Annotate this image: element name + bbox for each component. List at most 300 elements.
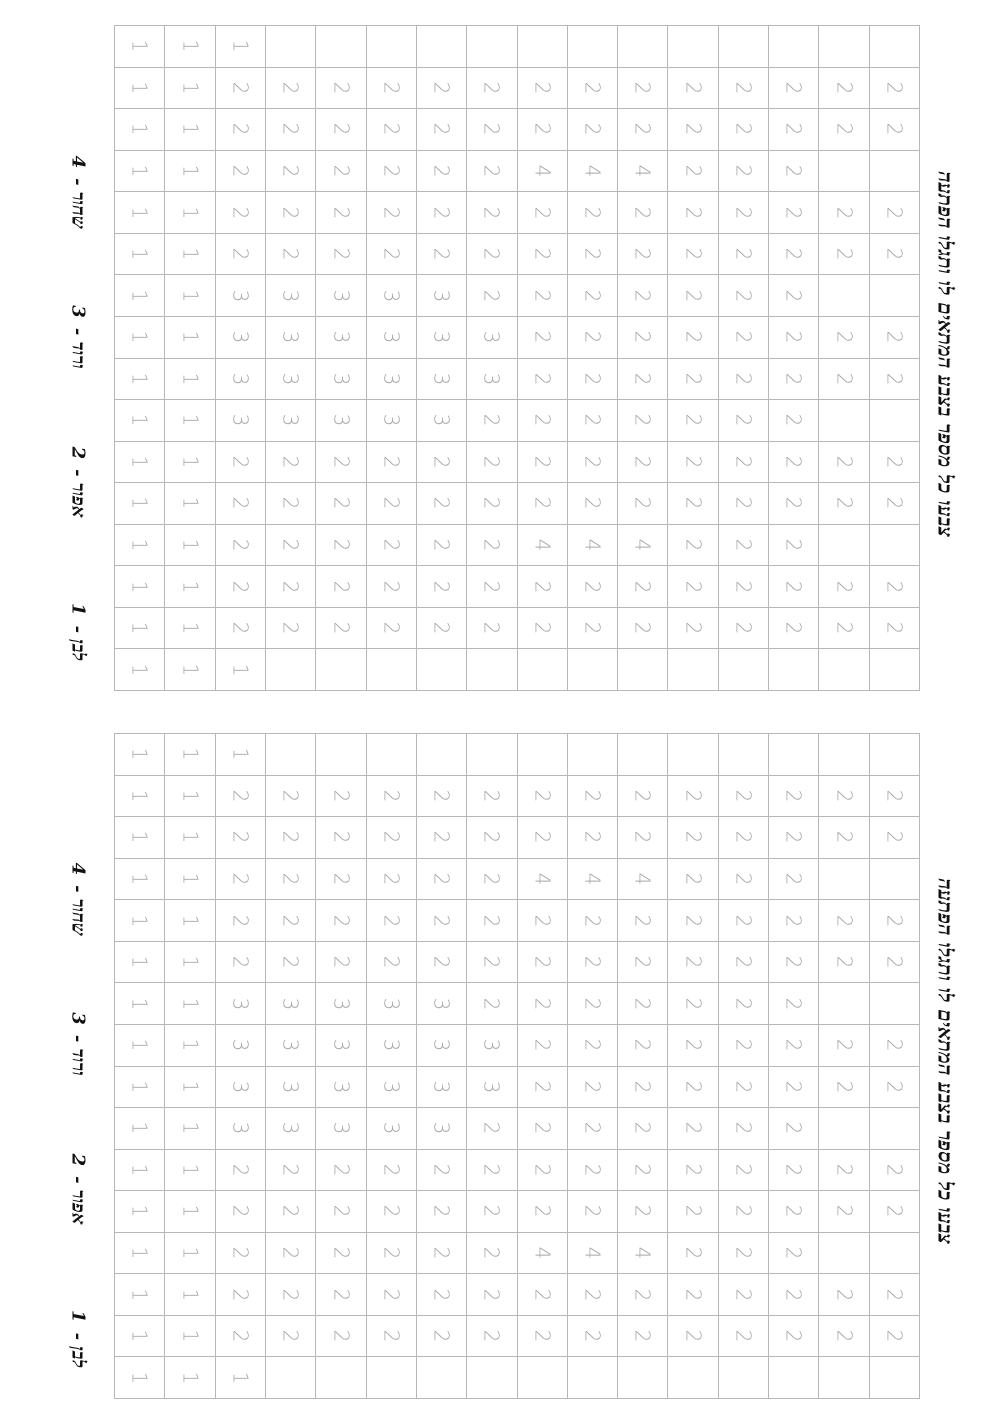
grid-cell[interactable]: [467, 317, 517, 359]
grid-cell[interactable]: [316, 649, 366, 691]
grid-cell[interactable]: [870, 983, 920, 1025]
grid-cell[interactable]: [668, 983, 718, 1025]
grid-cell[interactable]: [417, 1357, 467, 1399]
grid-cell[interactable]: [216, 776, 266, 818]
grid-cell[interactable]: [367, 68, 417, 110]
grid-cell[interactable]: [668, 109, 718, 151]
grid-cell[interactable]: [518, 1108, 568, 1150]
grid-cell[interactable]: [316, 1067, 366, 1109]
grid-cell[interactable]: [316, 1191, 366, 1233]
grid-cell[interactable]: [518, 359, 568, 401]
grid-cell[interactable]: [819, 1274, 869, 1316]
grid-cell[interactable]: [165, 400, 215, 442]
grid-cell[interactable]: [870, 525, 920, 567]
grid-cell[interactable]: [618, 26, 668, 68]
grid-cell[interactable]: [518, 983, 568, 1025]
grid-cell[interactable]: [115, 525, 165, 567]
grid-cell[interactable]: [518, 400, 568, 442]
grid-cell[interactable]: [518, 68, 568, 110]
grid-cell[interactable]: [618, 900, 668, 942]
grid-cell[interactable]: [316, 442, 366, 484]
grid-cell[interactable]: [719, 525, 769, 567]
grid-cell[interactable]: [115, 109, 165, 151]
grid-cell[interactable]: [769, 234, 819, 276]
grid-cell[interactable]: [719, 776, 769, 818]
grid-cell[interactable]: [618, 566, 668, 608]
grid-cell[interactable]: [618, 483, 668, 525]
grid-cell[interactable]: [618, 1150, 668, 1192]
grid-cell[interactable]: [115, 900, 165, 942]
grid-cell[interactable]: [115, 234, 165, 276]
grid-cell[interactable]: [467, 1233, 517, 1275]
grid-cell[interactable]: [518, 1357, 568, 1399]
grid-cell[interactable]: [115, 442, 165, 484]
grid-cell[interactable]: [668, 234, 718, 276]
grid-cell[interactable]: [115, 817, 165, 859]
grid-cell[interactable]: [518, 442, 568, 484]
grid-cell[interactable]: [719, 900, 769, 942]
grid-cell[interactable]: [316, 151, 366, 193]
grid-cell[interactable]: [266, 734, 316, 776]
grid-cell[interactable]: [417, 1233, 467, 1275]
grid-cell[interactable]: [568, 859, 618, 901]
grid-cell[interactable]: [719, 1025, 769, 1067]
grid-cell[interactable]: [367, 483, 417, 525]
grid-cell[interactable]: [467, 525, 517, 567]
grid-cell[interactable]: [518, 1025, 568, 1067]
grid-cell[interactable]: [467, 1274, 517, 1316]
grid-cell[interactable]: [316, 942, 366, 984]
grid-cell[interactable]: [518, 26, 568, 68]
grid-cell[interactable]: [316, 483, 366, 525]
grid-cell[interactable]: [819, 859, 869, 901]
grid-cell[interactable]: [668, 192, 718, 234]
grid-cell[interactable]: [266, 234, 316, 276]
grid-cell[interactable]: [467, 776, 517, 818]
grid-cell[interactable]: [769, 1233, 819, 1275]
grid-cell[interactable]: [819, 983, 869, 1025]
grid-cell[interactable]: [819, 317, 869, 359]
grid-cell[interactable]: [165, 817, 215, 859]
grid-cell[interactable]: [467, 359, 517, 401]
grid-cell[interactable]: [518, 649, 568, 691]
grid-cell[interactable]: [769, 1067, 819, 1109]
grid-cell[interactable]: [417, 359, 467, 401]
grid-cell[interactable]: [165, 942, 215, 984]
grid-cell[interactable]: [467, 900, 517, 942]
grid-cell[interactable]: [165, 275, 215, 317]
grid-cell[interactable]: [719, 859, 769, 901]
grid-cell[interactable]: [668, 942, 718, 984]
grid-cell[interactable]: [819, 234, 869, 276]
grid-cell[interactable]: [266, 649, 316, 691]
grid-cell[interactable]: [618, 151, 668, 193]
grid-cell[interactable]: [618, 525, 668, 567]
grid-cell[interactable]: [115, 1274, 165, 1316]
grid-cell[interactable]: [115, 68, 165, 110]
grid-cell[interactable]: [266, 983, 316, 1025]
grid-cell[interactable]: [518, 1191, 568, 1233]
grid-cell[interactable]: [819, 817, 869, 859]
grid-cell[interactable]: [518, 1150, 568, 1192]
grid-cell[interactable]: [115, 275, 165, 317]
grid-cell[interactable]: [568, 1067, 618, 1109]
grid-cell[interactable]: [266, 359, 316, 401]
grid-cell[interactable]: [316, 1316, 366, 1358]
grid-cell[interactable]: [216, 317, 266, 359]
grid-cell[interactable]: [417, 776, 467, 818]
grid-cell[interactable]: [165, 1274, 215, 1316]
grid-cell[interactable]: [668, 1274, 718, 1316]
grid-cell[interactable]: [467, 68, 517, 110]
grid-cell[interactable]: [769, 68, 819, 110]
grid-cell[interactable]: [568, 608, 618, 650]
grid-cell[interactable]: [115, 151, 165, 193]
grid-cell[interactable]: [568, 1150, 618, 1192]
grid-cell[interactable]: [668, 483, 718, 525]
grid-cell[interactable]: [367, 151, 417, 193]
grid-cell[interactable]: [467, 734, 517, 776]
grid-cell[interactable]: [819, 900, 869, 942]
grid-cell[interactable]: [417, 608, 467, 650]
grid-cell[interactable]: [668, 151, 718, 193]
grid-cell[interactable]: [165, 1108, 215, 1150]
grid-cell[interactable]: [316, 359, 366, 401]
grid-cell[interactable]: [719, 275, 769, 317]
grid-cell[interactable]: [618, 359, 668, 401]
grid-cell[interactable]: [568, 26, 618, 68]
grid-cell[interactable]: [819, 442, 869, 484]
grid-cell[interactable]: [266, 1357, 316, 1399]
grid-cell[interactable]: [568, 1233, 618, 1275]
grid-cell[interactable]: [568, 566, 618, 608]
grid-cell[interactable]: [568, 192, 618, 234]
grid-cell[interactable]: [719, 483, 769, 525]
grid-cell[interactable]: [518, 317, 568, 359]
grid-cell[interactable]: [870, 400, 920, 442]
grid-cell[interactable]: [417, 1191, 467, 1233]
grid-cell[interactable]: [719, 734, 769, 776]
grid-cell[interactable]: [769, 317, 819, 359]
grid-cell[interactable]: [518, 234, 568, 276]
grid-cell[interactable]: [467, 1357, 517, 1399]
grid-cell[interactable]: [668, 68, 718, 110]
grid-cell[interactable]: [316, 1274, 366, 1316]
grid-cell[interactable]: [266, 192, 316, 234]
grid-cell[interactable]: [719, 649, 769, 691]
grid-cell[interactable]: [417, 734, 467, 776]
grid-cell[interactable]: [367, 608, 417, 650]
grid-cell[interactable]: [819, 942, 869, 984]
grid-cell[interactable]: [417, 400, 467, 442]
grid-cell[interactable]: [618, 442, 668, 484]
grid-cell[interactable]: [668, 359, 718, 401]
grid-cell[interactable]: [216, 900, 266, 942]
grid-cell[interactable]: [467, 26, 517, 68]
grid-cell[interactable]: [115, 776, 165, 818]
grid-cell[interactable]: [870, 109, 920, 151]
grid-cell[interactable]: [870, 608, 920, 650]
grid-cell[interactable]: [769, 608, 819, 650]
grid-cell[interactable]: [115, 608, 165, 650]
grid-cell[interactable]: [367, 1191, 417, 1233]
grid-cell[interactable]: [417, 1274, 467, 1316]
grid-cell[interactable]: [618, 649, 668, 691]
grid-cell[interactable]: [266, 525, 316, 567]
grid-cell[interactable]: [115, 400, 165, 442]
grid-cell[interactable]: [417, 1067, 467, 1109]
grid-cell[interactable]: [417, 483, 467, 525]
grid-cell[interactable]: [165, 525, 215, 567]
grid-cell[interactable]: [568, 483, 618, 525]
grid-cell[interactable]: [115, 983, 165, 1025]
grid-cell[interactable]: [618, 400, 668, 442]
grid-cell[interactable]: [266, 1150, 316, 1192]
grid-cell[interactable]: [417, 442, 467, 484]
grid-cell[interactable]: [266, 776, 316, 818]
grid-cell[interactable]: [719, 566, 769, 608]
grid-cell[interactable]: [618, 1274, 668, 1316]
grid-cell[interactable]: [568, 1357, 618, 1399]
grid-cell[interactable]: [618, 942, 668, 984]
grid-cell[interactable]: [216, 1274, 266, 1316]
grid-cell[interactable]: [568, 317, 618, 359]
grid-cell[interactable]: [367, 817, 417, 859]
grid-cell[interactable]: [568, 1274, 618, 1316]
grid-cell[interactable]: [719, 1357, 769, 1399]
grid-cell[interactable]: [316, 734, 366, 776]
grid-cell[interactable]: [266, 1025, 316, 1067]
grid-cell[interactable]: [216, 817, 266, 859]
grid-cell[interactable]: [115, 1357, 165, 1399]
grid-cell[interactable]: [870, 1025, 920, 1067]
grid-cell[interactable]: [115, 1150, 165, 1192]
grid-cell[interactable]: [216, 1191, 266, 1233]
grid-cell[interactable]: [417, 68, 467, 110]
grid-cell[interactable]: [316, 859, 366, 901]
grid-cell[interactable]: [769, 1316, 819, 1358]
grid-cell[interactable]: [216, 275, 266, 317]
grid-cell[interactable]: [165, 1233, 215, 1275]
grid-cell[interactable]: [668, 1108, 718, 1150]
grid-cell[interactable]: [870, 359, 920, 401]
grid-cell[interactable]: [367, 1274, 417, 1316]
grid-cell[interactable]: [417, 151, 467, 193]
grid-cell[interactable]: [668, 734, 718, 776]
grid-cell[interactable]: [367, 734, 417, 776]
grid-cell[interactable]: [870, 26, 920, 68]
grid-cell[interactable]: [618, 817, 668, 859]
grid-cell[interactable]: [870, 859, 920, 901]
grid-cell[interactable]: [367, 26, 417, 68]
grid-cell[interactable]: [316, 400, 366, 442]
grid-cell[interactable]: [367, 942, 417, 984]
grid-cell[interactable]: [216, 1108, 266, 1150]
grid-cell[interactable]: [769, 151, 819, 193]
grid-cell[interactable]: [115, 566, 165, 608]
grid-cell[interactable]: [819, 776, 869, 818]
grid-cell[interactable]: [216, 608, 266, 650]
grid-cell[interactable]: [266, 1274, 316, 1316]
grid-cell[interactable]: [568, 400, 618, 442]
grid-cell[interactable]: [668, 817, 718, 859]
grid-cell[interactable]: [618, 109, 668, 151]
grid-cell[interactable]: [719, 442, 769, 484]
grid-cell[interactable]: [870, 1191, 920, 1233]
grid-cell[interactable]: [165, 483, 215, 525]
grid-cell[interactable]: [719, 1274, 769, 1316]
grid-cell[interactable]: [216, 734, 266, 776]
grid-cell[interactable]: [316, 817, 366, 859]
grid-cell[interactable]: [668, 1150, 718, 1192]
grid-cell[interactable]: [467, 192, 517, 234]
grid-cell[interactable]: [417, 1025, 467, 1067]
grid-cell[interactable]: [266, 26, 316, 68]
grid-cell[interactable]: [266, 817, 316, 859]
grid-cell[interactable]: [165, 1357, 215, 1399]
grid-cell[interactable]: [819, 192, 869, 234]
grid-cell[interactable]: [568, 1316, 618, 1358]
grid-cell[interactable]: [367, 234, 417, 276]
grid-cell[interactable]: [316, 317, 366, 359]
grid-cell[interactable]: [518, 776, 568, 818]
grid-cell[interactable]: [316, 1150, 366, 1192]
grid-cell[interactable]: [266, 151, 316, 193]
grid-cell[interactable]: [115, 317, 165, 359]
grid-cell[interactable]: [367, 317, 417, 359]
grid-cell[interactable]: [216, 1150, 266, 1192]
grid-cell[interactable]: [417, 192, 467, 234]
grid-cell[interactable]: [568, 1025, 618, 1067]
grid-cell[interactable]: [216, 566, 266, 608]
grid-cell[interactable]: [618, 1233, 668, 1275]
grid-cell[interactable]: [668, 317, 718, 359]
grid-cell[interactable]: [819, 68, 869, 110]
grid-cell[interactable]: [870, 900, 920, 942]
grid-cell[interactable]: [367, 192, 417, 234]
grid-cell[interactable]: [266, 566, 316, 608]
grid-cell[interactable]: [216, 649, 266, 691]
grid-cell[interactable]: [316, 1108, 366, 1150]
grid-cell[interactable]: [719, 983, 769, 1025]
grid-cell[interactable]: [467, 1108, 517, 1150]
grid-cell[interactable]: [668, 859, 718, 901]
grid-cell[interactable]: [870, 317, 920, 359]
grid-cell[interactable]: [668, 1191, 718, 1233]
grid-cell[interactable]: [216, 151, 266, 193]
grid-cell[interactable]: [769, 649, 819, 691]
grid-cell[interactable]: [216, 234, 266, 276]
grid-cell[interactable]: [115, 26, 165, 68]
grid-cell[interactable]: [115, 1025, 165, 1067]
grid-cell[interactable]: [819, 1191, 869, 1233]
grid-cell[interactable]: [367, 1357, 417, 1399]
grid-cell[interactable]: [518, 942, 568, 984]
grid-cell[interactable]: [165, 734, 215, 776]
grid-cell[interactable]: [769, 1191, 819, 1233]
grid-cell[interactable]: [316, 776, 366, 818]
grid-cell[interactable]: [467, 983, 517, 1025]
grid-cell[interactable]: [367, 359, 417, 401]
grid-cell[interactable]: [467, 1191, 517, 1233]
grid-cell[interactable]: [668, 442, 718, 484]
grid-cell[interactable]: [165, 1150, 215, 1192]
grid-cell[interactable]: [618, 1025, 668, 1067]
grid-cell[interactable]: [819, 275, 869, 317]
grid-cell[interactable]: [165, 1316, 215, 1358]
grid-cell[interactable]: [115, 1191, 165, 1233]
grid-cell[interactable]: [266, 1316, 316, 1358]
grid-cell[interactable]: [467, 1067, 517, 1109]
grid-cell[interactable]: [819, 525, 869, 567]
grid-cell[interactable]: [216, 442, 266, 484]
grid-cell[interactable]: [568, 275, 618, 317]
grid-cell[interactable]: [216, 1316, 266, 1358]
grid-cell[interactable]: [719, 317, 769, 359]
grid-cell[interactable]: [467, 275, 517, 317]
grid-cell[interactable]: [769, 359, 819, 401]
grid-cell[interactable]: [367, 859, 417, 901]
grid-cell[interactable]: [417, 649, 467, 691]
grid-cell[interactable]: [568, 1108, 618, 1150]
grid-cell[interactable]: [417, 859, 467, 901]
grid-cell[interactable]: [216, 1025, 266, 1067]
grid-cell[interactable]: [417, 1316, 467, 1358]
grid-cell[interactable]: [870, 68, 920, 110]
grid-cell[interactable]: [165, 649, 215, 691]
grid-cell[interactable]: [165, 859, 215, 901]
grid-cell[interactable]: [618, 1067, 668, 1109]
grid-cell[interactable]: [165, 1025, 215, 1067]
grid-cell[interactable]: [618, 983, 668, 1025]
grid-cell[interactable]: [819, 566, 869, 608]
grid-cell[interactable]: [216, 109, 266, 151]
grid-cell[interactable]: [819, 734, 869, 776]
grid-cell[interactable]: [115, 1316, 165, 1358]
grid-cell[interactable]: [618, 776, 668, 818]
grid-cell[interactable]: [668, 608, 718, 650]
grid-cell[interactable]: [719, 1191, 769, 1233]
grid-cell[interactable]: [769, 942, 819, 984]
grid-cell[interactable]: [367, 1233, 417, 1275]
grid-cell[interactable]: [870, 151, 920, 193]
grid-cell[interactable]: [467, 608, 517, 650]
grid-cell[interactable]: [819, 359, 869, 401]
grid-cell[interactable]: [266, 275, 316, 317]
grid-cell[interactable]: [266, 942, 316, 984]
grid-cell[interactable]: [668, 1316, 718, 1358]
grid-cell[interactable]: [367, 442, 417, 484]
grid-cell[interactable]: [467, 483, 517, 525]
grid-cell[interactable]: [769, 192, 819, 234]
grid-cell[interactable]: [769, 734, 819, 776]
grid-cell[interactable]: [769, 1274, 819, 1316]
grid-cell[interactable]: [719, 1150, 769, 1192]
grid-cell[interactable]: [367, 776, 417, 818]
grid-cell[interactable]: [216, 400, 266, 442]
grid-cell[interactable]: [719, 1108, 769, 1150]
grid-cell[interactable]: [216, 483, 266, 525]
grid-cell[interactable]: [266, 1108, 316, 1150]
grid-cell[interactable]: [216, 1067, 266, 1109]
grid-cell[interactable]: [518, 734, 568, 776]
grid-cell[interactable]: [568, 776, 618, 818]
grid-cell[interactable]: [467, 400, 517, 442]
grid-cell[interactable]: [618, 317, 668, 359]
grid-cell[interactable]: [216, 525, 266, 567]
grid-cell[interactable]: [467, 942, 517, 984]
grid-cell[interactable]: [316, 566, 366, 608]
